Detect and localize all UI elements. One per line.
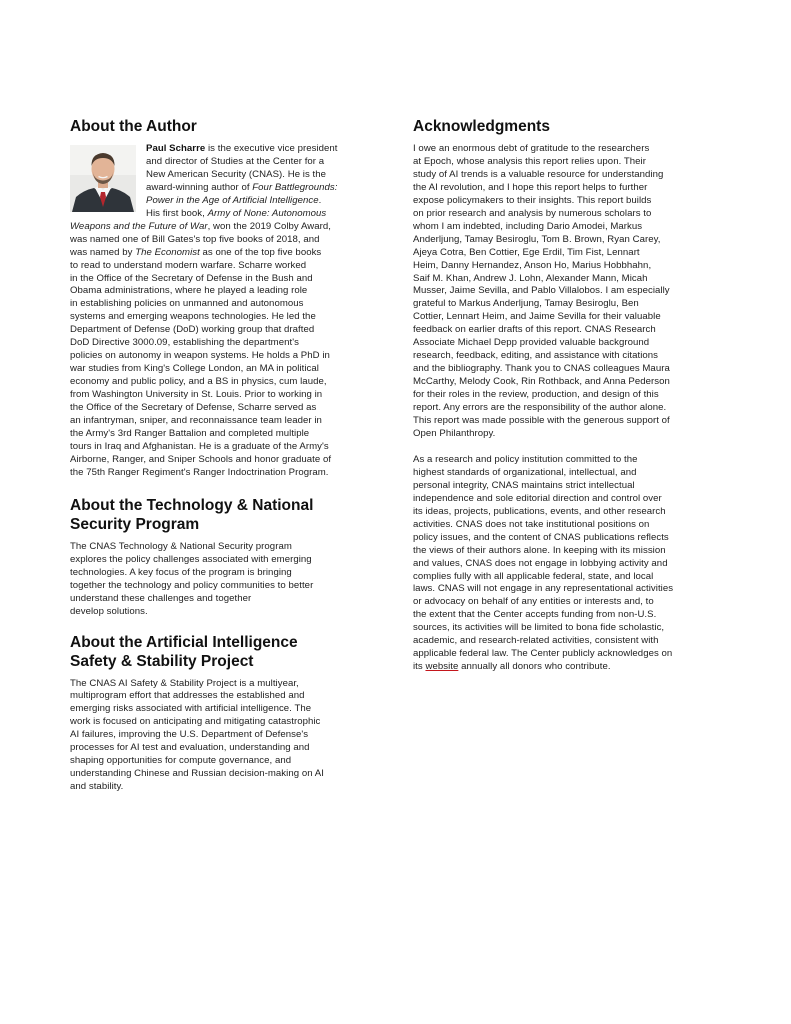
tech-program-section <box>70 496 383 619</box>
website-link[interactable]: website <box>425 661 459 673</box>
about-author-section <box>70 117 383 480</box>
acknowledgments-paragraph-1: I owe an enormous debt of gratitude to the researchers at Epoch, whose analysis this report relies upon. Their study of AI trends is a valuable resource for understanding the AI revolution, and I hope this report helps to further expose policymakers to their insights. This report builds on prior research and analysis by numerous scholars to whom I am indebted, including Dario Amodei, Markus Anderljung, Tamay Besiroglu, Tom B. Brown, Ryan Carey, Ajeya Cotra, Ben Cottier, Ege Erdil, Tim Fist, Lennart Heim, Danny Hernandez, Anson Ho, Marius Hobbhahn, Saif M. Khan, Andrew J. Lohn, Alexander Mann, Micah Musser, Jaime Sevilla, and Pablo Villalobos. I am especially grateful to Markus Anderljung, Tamay Besiroglu, Ben Cottier, Lennart Heim, and Jaime Sevilla for their valuable feedback on earlier drafts of this report. CNAS Research Associate Michael Depp provided valuable background research, feedback, editing, and assistance with citations and the bibliography. Thank you to CNAS colleagues Maura McCarthy, Melody Cook, Rin Rothback, and Anna Pederson for their roles in the review, production, and design of this report. Any errors are the responsibility of the author alone. This report was made possible with the generous support of Open Philanthropy. <box>413 143 670 439</box>
tech-program-body: The CNAS Technology & National Security program explores the policy challenges associated with emerging technologies. A key focus of the program is bringing together the technology and policy communities to better understand these challenges and together develop solutions. <box>70 540 314 617</box>
right-column <box>413 117 726 674</box>
about-author-heading: About the Author <box>70 118 197 135</box>
ai-project-heading: About the Artificial Intelligence Safety & Stability Project <box>70 633 298 670</box>
tech-program-heading: About the Technology & National Security Program <box>70 496 314 533</box>
author-name: Paul Scharre <box>146 143 206 154</box>
left-column <box>70 117 383 794</box>
acknowledgments-paragraph-2: As a research and policy institution committed to the highest standards of organizational, intellectual, and personal integrity, CNAS maintains strict intellectual independence and sole editorial direction and control over its ideas, projects, publications, events, and other research activities. CNAS does not take institutional positions on policy issues, and the content of CNAS publications reflects the views of their authors alone. In keeping with its mission and values, CNAS does not engage in lobbying activity and complies fully with all applicable federal, state, and local laws. CNAS will not engage in any representational activities or advocacy on behalf of any entities or interests and, to the extent that the Center accepts funding from non-U.S. sources, its activities will be limited to bona fide scholastic, academic, and research-related activities, consistent with applicable federal law. The Center publicly acknowledges on its website annually all donors who contribute. <box>413 453 674 673</box>
publication-the-economist: The Economist <box>135 246 200 258</box>
author-bio: Paul Scharre is the executive vice president and director of Studies at the Center for a New American Security (CNAS). He is the award-winning author of Four Battlegrounds: Power in the Age of Artificial Intelligence. His first book, Army of None: Autonomous Weapons and the Future of War, won the 2019 Colby Award, was named one of Bill Gates's top five books of 2018, and was named by The Economist as one of the top five books to read to understand modern warfare. Scharre worked in the Office of the Secretary of Defense in the Bush and Obama administrations, where he played a leading role in establishing policies on unmanned and autonomous systems and emerging weapons technologies. He led the Department of Defense (DoD) working group that drafted DoD Directive 3000.09, establishing the department's policies on autonomy in weapon systems. He holds a PhD in war studies from King's College London, an MA in political economy and public policy, and a BS in physics, cum laude, from Washington University in St. Louis. Prior to working in the Office of the Secretary of Defense, Scharre served as an infantryman, sniper, and reconnaissance team leader in the Army's 3rd Ranger Battalion and completed multiple tours in Iraq and Afghanistan. He is a graduate of the Army's Airborne, Ranger, and Sniper Schools and honor graduate of the 75th Ranger Regiment's Ranger Indoctrination Program. <box>70 143 338 478</box>
book-title-four-battlegrounds: Four Battlegrounds: <box>252 181 338 193</box>
book-title-army-of-none: Army of None: Autonomous <box>207 207 327 219</box>
author-photo <box>70 145 136 212</box>
acknowledgments-heading: Acknowledgments <box>413 118 550 135</box>
ai-project-body: The CNAS AI Safety & Stability Project is a multiyear, multiprogram effort that addresses the established and emerging risks associated with artificial intelligence. The work is focused on anticipating and mitigating catastrophic AI failures, improving the U.S. Department of Defense's processes for AI test and evaluation, understanding and shaping opportunities for compute governance, and understanding Chinese and Russian decision-making on AI and stability. <box>70 677 324 793</box>
acknowledgments-section <box>413 117 726 674</box>
ai-project-section <box>70 633 383 795</box>
